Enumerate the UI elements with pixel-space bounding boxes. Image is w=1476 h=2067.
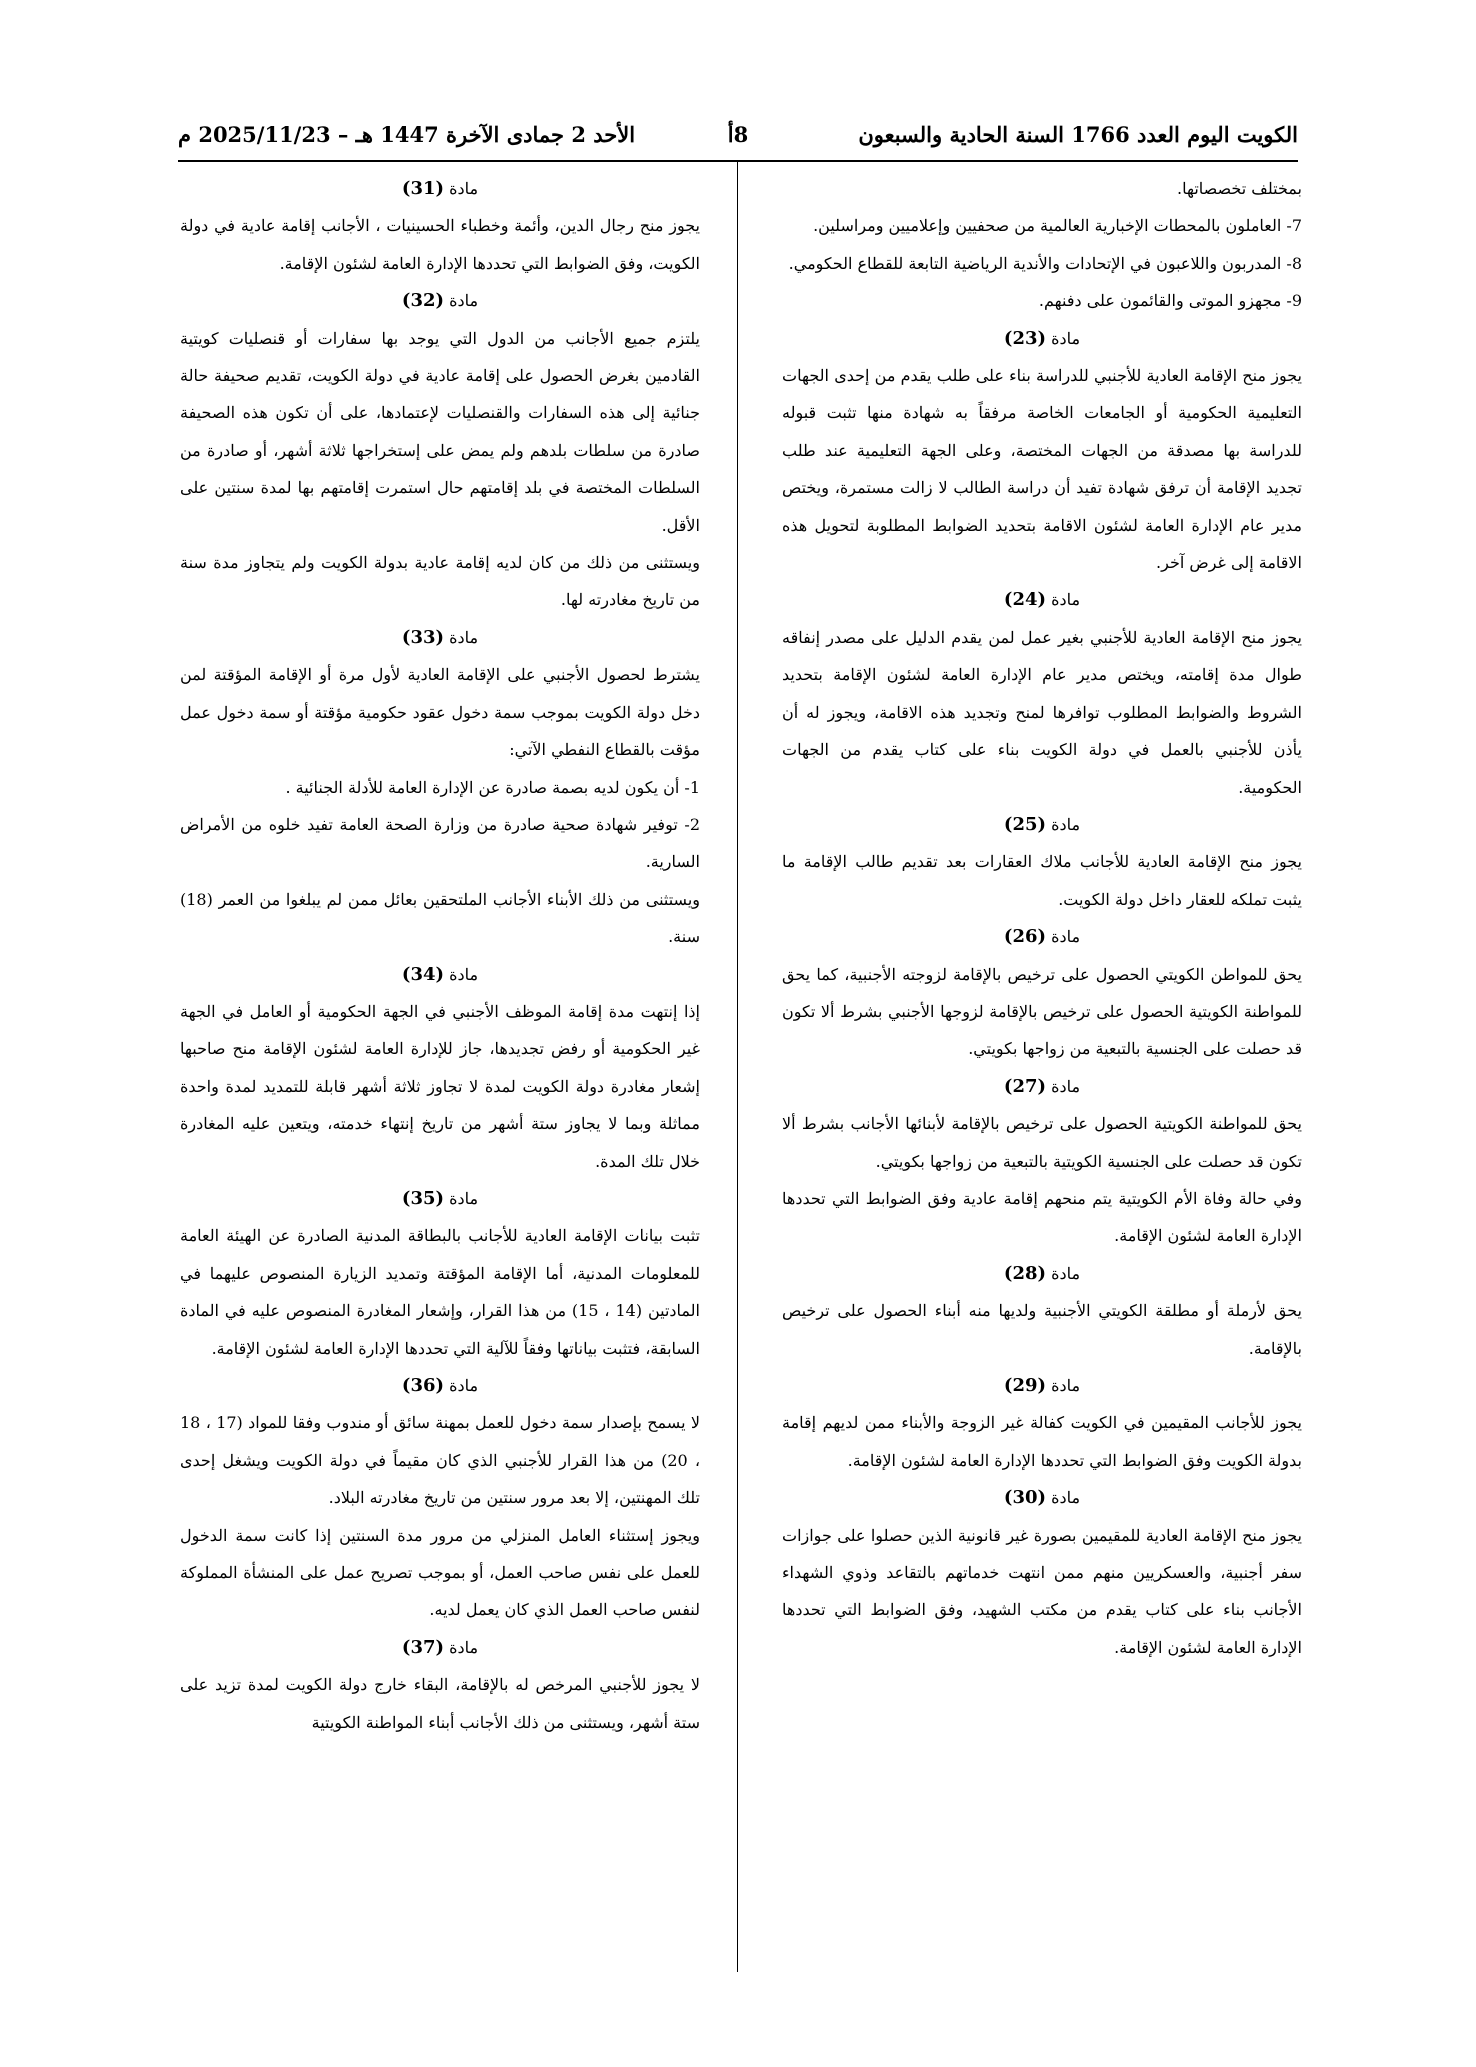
- article-number: (34): [401, 963, 445, 985]
- article-label: مادة: [449, 1637, 479, 1657]
- paragraph: ويستثنى من ذلك الأبناء الأجانب الملتحقين بعائل ممن لم يبلغوا من العمر (18) سنة.: [180, 889, 700, 947]
- paragraph: يجوز منح الإقامة العادية للمقيمين بصورة غير قانونية الذين حصلوا على جوازات سفر أجنبية، والعسكريين منهم ممن انتهت خدماتهم بالتقاعد وذوي الشهداء الأجانب بناء على كتاب يقدم من مكتب الشهيد، وفق الضوابط التي تحددها الإدارة العامة لشئون الإقامة.: [782, 1525, 1303, 1657]
- article-number: (27): [1003, 1075, 1047, 1097]
- article-label: مادة: [449, 179, 479, 198]
- paragraph: يجوز للأجانب المقيمين في الكويت كفالة غير الزوجة والأبناء ممن لديهم إقامة بدولة الكويت وفق الضوابط التي تحددها الإدارة العامة لشئون الإقامة.: [782, 1413, 1302, 1470]
- article-label: مادة: [449, 627, 479, 647]
- paragraph: 9- مجهزو الموتى والقائمون على دفنهم.: [1038, 291, 1302, 311]
- article-number: (33): [401, 626, 445, 648]
- paragraph: 2- توفير شهادة صحية صادرة من وزارة الصحة العامة تفيد خلوه من الأمراض السارية.: [180, 814, 700, 872]
- article-label: مادة: [449, 964, 479, 984]
- article-heading: [180, 1367, 700, 1404]
- article-label: مادة: [449, 1376, 479, 1395]
- article-heading: [782, 1255, 1302, 1292]
- article-label: مادة: [449, 1188, 479, 1208]
- page-header: [178, 118, 1298, 154]
- header-date: الأحد 2 جمادى الآخرة 1447 هـ – 2025/11/23 م: [178, 122, 636, 147]
- article-label: مادة: [1051, 1076, 1081, 1096]
- article-heading: [782, 581, 1302, 618]
- article-heading: [180, 619, 700, 656]
- article-heading: [782, 806, 1302, 843]
- article-heading: [180, 282, 700, 319]
- article-number: (24): [1003, 589, 1047, 611]
- article-label: مادة: [1051, 927, 1081, 947]
- paragraph: يحق لأرملة أو مطلقة الكويتي الأجنبية ولديها منه أبناء الحصول على ترخيص بالإقامة.: [782, 1301, 1302, 1358]
- article-heading: [180, 956, 700, 993]
- article-number: (29): [1003, 1375, 1047, 1396]
- column-divider: [737, 162, 738, 1972]
- page-number: 8أ: [727, 122, 749, 147]
- paragraph: 7- العاملون بالمحطات الإخبارية العالمية من صحفيين وإعلاميين ومراسلين.: [813, 216, 1302, 236]
- article-label: مادة: [1051, 1376, 1081, 1395]
- paragraph: لا يجوز للأجنبي المرخص له بالإقامة، البقاء خارج دولة الكويت لمدة تزيد على ستة أشهر، ويستثنى من ذلك الأجانب أبناء المواطنة الكويتية: [180, 1675, 700, 1732]
- article-number: (25): [1003, 813, 1047, 835]
- article-number: (26): [1003, 926, 1047, 948]
- paragraph: بمختلف تخصصاتها.: [1177, 179, 1302, 198]
- article-heading: [782, 1479, 1302, 1516]
- paragraph: يجوز منح الإقامة العادية للأجانب ملاك العقارات بعد تقديم طالب الإقامة ما يثبت تملكه للعقار داخل دولة الكويت.: [782, 852, 1302, 909]
- article-number: (23): [1003, 327, 1047, 349]
- article-label: مادة: [1051, 590, 1081, 610]
- article-number: (35): [401, 1187, 445, 1209]
- paragraph: ويستثنى من ذلك من كان لديه إقامة عادية بدولة الكويت ولم يتجاوز مدة سنة من تاريخ مغادرته لها.: [180, 553, 700, 610]
- paragraph: يجوز منح رجال الدين، وأئمة وخطباء الحسينيات ، الأجانب إقامة عادية في دولة الكويت، وفق الضوابط التي تحددها الإدارة العامة لشئون الإقامة.: [180, 216, 700, 273]
- paragraph: يجوز منح الإقامة العادية للأجنبي بغير عمل لمن يقدم الدليل على مصدر إنفاقه طوال مدة إقامته، ويختص مدير عام الإدارة العامة لشئون الإقامة بتحديد الشروط والضوابط المطلوب توافرها لمنح وتجديد هذه الاقامة، ويجوز له أن يأذن للأجنبي بالعمل في دولة الكويت بناء على كتاب يقدم من الجهات الحكومية.: [782, 627, 1302, 797]
- article-number: (36): [401, 1375, 445, 1396]
- right-column: [782, 170, 1302, 1666]
- article-heading: [180, 1629, 700, 1666]
- paragraph: تثبت بيانات الإقامة العادية للأجانب بالبطاقة المدنية الصادرة عن الهيئة العامة للمعلومات المدنية، أما الإقامة المؤقتة وتمديد الزيارة المنصوص عليهما في المادتين (14 ، 15) من هذا القرار، وإشعار المغادرة المنصوص عليه في المادة السابقة، فتثبت بياناتها وفقاً للآلية التي تحددها الإدارة العامة لشئون الإقامة.: [180, 1226, 701, 1358]
- paragraph: يحق للمواطنة الكويتية الحصول على ترخيص بالإقامة لأبنائها الأجانب بشرط ألا تكون قد حصلت على الجنسية الكويتية بالتبعية من زواجها بكويتي.: [782, 1114, 1302, 1171]
- article-label: مادة: [1051, 1488, 1081, 1508]
- article-number: (30): [1003, 1487, 1047, 1509]
- article-label: مادة: [1051, 1263, 1081, 1283]
- article-heading: [782, 918, 1302, 955]
- left-column: [180, 170, 700, 1741]
- article-number: (32): [401, 290, 445, 312]
- article-heading: [782, 320, 1302, 357]
- paragraph: إذا إنتهت مدة إقامة الموظف الأجنبي في الجهة الحكومية أو العامل في الجهة غير الحكومية أو رفض تجديدها، جاز للإدارة العامة لشئون الإقامة منح صاحبها إشعار مغادرة دولة الكويت لمدة لا تجاوز ثلاثة أشهر قابلة للتمديد لمدة واحدة مماثلة وبما لا يجاوز ستة أشهر من تاريخ إنتهاء خدمته، ويتعين عليه المغادرة خلال تلك المدة.: [180, 1001, 700, 1171]
- paragraph: وفي حالة وفاة الأم الكويتية يتم منحهم إقامة عادية وفق الضوابط التي تحددها الإدارة العامة لشئون الإقامة.: [782, 1188, 1302, 1246]
- article-number: (37): [401, 1636, 445, 1658]
- paragraph: لا يسمح بإصدار سمة دخول للعمل بمهنة سائق أو مندوب وفقا للمواد (17 ، 18 ، 20) من هذا القرار للأجنبي الذي كان مقيماً في دولة الكويت ويشغل إحدى تلك المهنتين، إلا بعد مرور سنتين من تاريخ مغادرته البلاد.: [180, 1413, 701, 1508]
- article-heading: [782, 1068, 1302, 1105]
- paragraph: يحق للمواطن الكويتي الحصول على ترخيص بالإقامة لزوجته الأجنبية، كما يحق للمواطنة الكويتية الحصول على ترخيص بالإقامة لزوجها الأجنبي بشرط ألا تكون قد حصلت على الجنسية بالتبعية من زواجها بكويتي.: [782, 964, 1302, 1059]
- paragraph: 8- المدربون واللاعبون في الإتحادات والأندية الرياضية التابعة للقطاع الحكومي.: [788, 253, 1302, 273]
- article-label: مادة: [1051, 328, 1081, 348]
- header-divider: [178, 160, 1298, 162]
- article-number: (28): [1003, 1262, 1047, 1284]
- article-heading: [782, 1367, 1302, 1404]
- paragraph: يلتزم جميع الأجانب من الدول التي يوجد بها سفارات أو قنصليات كويتية القادمين بغرض الحصول على إقامة عادية في دولة الكويت، تقديم صحيفة حالة جنائية إلى هذه السفارات والقنصليات لإعتمادها، على أن تكون هذه الصحيفة صادرة من سلطات بلدهم ولم يمض على إستخراجها ثلاثة أشهر، أو صادرة من السلطات المختصة في بلد إقامتهم حال استمرت إقامتهم بها لمدة سنتين على الأقل.: [180, 328, 700, 535]
- article-label: مادة: [449, 291, 479, 311]
- paragraph: ويجوز إستثناء العامل المنزلي من مرور مدة السنتين إذا كانت سمة الدخول للعمل على نفس صاحب العمل، أو بموجب تصريح عمل على المنشأة المملوكة لنفس صاحب العمل الذي كان يعمل لديه.: [180, 1525, 700, 1620]
- header-issue-info: الكويت اليوم العدد 1766 السنة الحادية والسبعون: [858, 122, 1298, 147]
- article-number: (31): [401, 178, 445, 199]
- article-heading: [180, 1180, 700, 1217]
- paragraph: 1- أن يكون لديه بصمة صادرة عن الإدارة العامة للأدلة الجنائية .: [285, 777, 700, 797]
- paragraph: يشترط لحصول الأجنبي على الإقامة العادية لأول مرة أو الإقامة المؤقتة لمن دخل دولة الكويت بموجب سمة دخول عقود حكومية مؤقتة أو سمة دخول عمل مؤقت بالقطاع النفطي الآتي:: [180, 665, 700, 760]
- article-label: مادة: [1051, 814, 1081, 834]
- article-heading: [180, 170, 700, 207]
- paragraph: يجوز منح الإقامة العادية للأجنبي للدراسة بناء على طلب يقدم من إحدى الجهات التعليمية الحكومية أو الجامعات الخاصة مرفقاً به شهادة منها تثبت قبوله للدراسة بها مصدقة من الجهات المختصة، وعلى الجهة التعليمية عند طلب تجديد الإقامة أن ترفق شهادة تفيد أن دراسة الطالب لا زالت مستمرة، ويختص مدير عام الإدارة العامة لشئون الاقامة بتحديد الضوابط المطلوبة لتحويل هذه الاقامة إلى غرض آخر.: [782, 366, 1303, 573]
